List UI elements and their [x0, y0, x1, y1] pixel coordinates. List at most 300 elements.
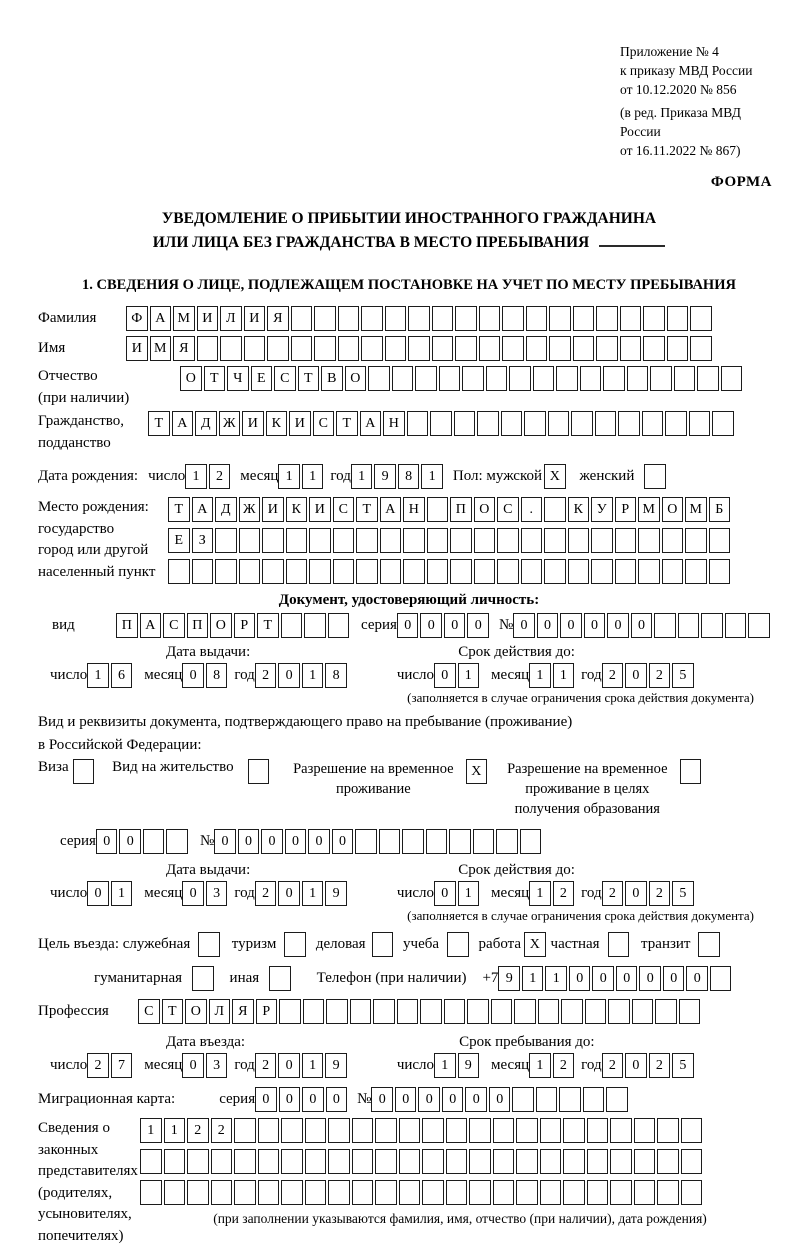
char-box[interactable] [187, 1180, 209, 1205]
char-box[interactable]: 1 [111, 881, 133, 906]
char-box[interactable] [469, 1180, 491, 1205]
char-box[interactable] [385, 306, 407, 331]
char-box[interactable] [493, 1180, 515, 1205]
char-box[interactable] [610, 1180, 632, 1205]
education-residence-checkbox[interactable] [680, 759, 702, 784]
char-box[interactable] [697, 366, 719, 391]
char-box[interactable]: Р [256, 999, 278, 1024]
char-box[interactable]: 2 [602, 1053, 624, 1078]
char-box[interactable] [328, 613, 350, 638]
char-box[interactable] [446, 1149, 468, 1174]
residence-permit-checkbox[interactable] [248, 759, 270, 784]
visa-checkbox[interactable] [73, 759, 95, 784]
char-box[interactable] [427, 559, 449, 584]
char-box[interactable] [408, 336, 430, 361]
char-box[interactable]: Т [204, 366, 226, 391]
char-box[interactable] [748, 613, 770, 638]
char-box[interactable] [455, 306, 477, 331]
char-box[interactable]: 5 [672, 881, 694, 906]
char-box[interactable]: 0 [686, 966, 708, 991]
char-box[interactable] [627, 366, 649, 391]
char-box[interactable] [444, 999, 466, 1024]
char-box[interactable] [662, 528, 684, 553]
char-box[interactable] [328, 1180, 350, 1205]
char-box[interactable] [571, 411, 593, 436]
char-box[interactable]: 9 [458, 1053, 480, 1078]
char-box[interactable] [725, 613, 747, 638]
char-box[interactable]: 1 [140, 1118, 162, 1143]
char-box[interactable] [643, 306, 665, 331]
char-box[interactable] [620, 336, 642, 361]
char-box[interactable]: 0 [625, 1053, 647, 1078]
char-box[interactable] [143, 829, 165, 854]
char-box[interactable] [262, 528, 284, 553]
char-box[interactable] [615, 528, 637, 553]
char-box[interactable] [392, 366, 414, 391]
char-box[interactable]: 1 [351, 464, 373, 489]
char-box[interactable] [502, 336, 524, 361]
char-box[interactable] [497, 559, 519, 584]
char-box[interactable]: 0 [592, 966, 614, 991]
char-box[interactable]: Я [232, 999, 254, 1024]
char-box[interactable] [379, 829, 401, 854]
char-box[interactable]: 0 [513, 613, 535, 638]
char-box[interactable] [166, 829, 188, 854]
char-box[interactable] [314, 306, 336, 331]
char-box[interactable] [432, 336, 454, 361]
char-box[interactable]: Ж [219, 411, 241, 436]
char-box[interactable] [544, 528, 566, 553]
char-box[interactable] [399, 1180, 421, 1205]
char-box[interactable]: 9 [325, 881, 347, 906]
char-box[interactable] [681, 1180, 703, 1205]
char-box[interactable]: 8 [206, 663, 228, 688]
char-box[interactable] [642, 411, 664, 436]
char-box[interactable] [573, 336, 595, 361]
char-box[interactable] [215, 559, 237, 584]
char-box[interactable] [368, 366, 390, 391]
char-box[interactable] [258, 1149, 280, 1174]
char-box[interactable] [462, 366, 484, 391]
char-box[interactable] [501, 411, 523, 436]
char-box[interactable]: К [286, 497, 308, 522]
char-box[interactable] [305, 1149, 327, 1174]
char-box[interactable]: 0 [537, 613, 559, 638]
char-box[interactable] [632, 999, 654, 1024]
char-box[interactable]: С [274, 366, 296, 391]
char-box[interactable]: 1 [529, 663, 551, 688]
char-box[interactable] [634, 1118, 656, 1143]
char-box[interactable] [549, 336, 571, 361]
char-box[interactable]: О [210, 613, 232, 638]
char-box[interactable] [281, 613, 303, 638]
char-box[interactable]: О [474, 497, 496, 522]
char-box[interactable] [521, 528, 543, 553]
char-box[interactable]: 2 [87, 1053, 109, 1078]
private-checkbox[interactable] [608, 932, 630, 957]
char-box[interactable]: Р [234, 613, 256, 638]
char-box[interactable]: И [262, 497, 284, 522]
char-box[interactable] [634, 1149, 656, 1174]
char-box[interactable] [355, 829, 377, 854]
char-box[interactable] [454, 411, 476, 436]
char-box[interactable] [352, 1118, 374, 1143]
char-box[interactable]: А [192, 497, 214, 522]
transit-checkbox[interactable] [698, 932, 720, 957]
char-box[interactable]: 0 [302, 1087, 324, 1112]
char-box[interactable]: С [313, 411, 335, 436]
char-box[interactable]: 1 [302, 663, 324, 688]
official-checkbox[interactable] [198, 932, 220, 957]
char-box[interactable] [309, 559, 331, 584]
char-box[interactable] [211, 1149, 233, 1174]
char-box[interactable] [361, 306, 383, 331]
char-box[interactable] [449, 829, 471, 854]
char-box[interactable] [427, 528, 449, 553]
char-box[interactable] [514, 999, 536, 1024]
char-box[interactable] [361, 336, 383, 361]
char-box[interactable] [486, 366, 508, 391]
char-box[interactable]: А [380, 497, 402, 522]
char-box[interactable]: 0 [261, 829, 283, 854]
char-box[interactable]: П [187, 613, 209, 638]
char-box[interactable] [192, 559, 214, 584]
char-box[interactable]: 0 [489, 1087, 511, 1112]
char-box[interactable] [477, 411, 499, 436]
char-box[interactable] [220, 336, 242, 361]
char-box[interactable] [587, 1118, 609, 1143]
char-box[interactable] [608, 999, 630, 1024]
char-box[interactable] [524, 411, 546, 436]
char-box[interactable]: Р [615, 497, 637, 522]
char-box[interactable] [502, 306, 524, 331]
char-box[interactable] [314, 336, 336, 361]
char-box[interactable] [291, 336, 313, 361]
char-box[interactable]: Б [709, 497, 731, 522]
char-box[interactable] [304, 613, 326, 638]
char-box[interactable]: 2 [553, 1053, 575, 1078]
char-box[interactable]: 0 [332, 829, 354, 854]
char-box[interactable] [375, 1118, 397, 1143]
char-box[interactable]: И [197, 306, 219, 331]
char-box[interactable] [654, 613, 676, 638]
char-box[interactable]: 9 [374, 464, 396, 489]
char-box[interactable]: Т [168, 497, 190, 522]
char-box[interactable]: 7 [111, 1053, 133, 1078]
char-box[interactable]: 0 [442, 1087, 464, 1112]
char-box[interactable]: 5 [672, 663, 694, 688]
char-box[interactable]: 0 [616, 966, 638, 991]
humanitarian-checkbox[interactable] [192, 966, 214, 991]
char-box[interactable]: М [150, 336, 172, 361]
char-box[interactable]: Т [148, 411, 170, 436]
char-box[interactable] [526, 336, 548, 361]
char-box[interactable] [333, 559, 355, 584]
char-box[interactable]: И [309, 497, 331, 522]
char-box[interactable] [618, 411, 640, 436]
char-box[interactable] [559, 1087, 581, 1112]
char-box[interactable] [544, 497, 566, 522]
char-box[interactable]: Н [383, 411, 405, 436]
char-box[interactable] [620, 306, 642, 331]
char-box[interactable] [568, 559, 590, 584]
char-box[interactable] [526, 306, 548, 331]
char-box[interactable]: 0 [625, 663, 647, 688]
char-box[interactable] [544, 559, 566, 584]
char-box[interactable]: М [685, 497, 707, 522]
char-box[interactable]: . [521, 497, 543, 522]
char-box[interactable]: 1 [522, 966, 544, 991]
business-checkbox[interactable] [372, 932, 394, 957]
char-box[interactable] [709, 528, 731, 553]
char-box[interactable] [512, 1087, 534, 1112]
char-box[interactable] [587, 1149, 609, 1174]
char-box[interactable]: 9 [498, 966, 520, 991]
char-box[interactable] [373, 999, 395, 1024]
char-box[interactable] [380, 528, 402, 553]
char-box[interactable] [520, 829, 542, 854]
char-box[interactable]: 1 [529, 881, 551, 906]
char-box[interactable]: К [266, 411, 288, 436]
char-box[interactable]: 2 [187, 1118, 209, 1143]
char-box[interactable] [281, 1149, 303, 1174]
char-box[interactable] [422, 1149, 444, 1174]
char-box[interactable] [164, 1149, 186, 1174]
char-box[interactable]: 2 [209, 464, 231, 489]
char-box[interactable] [427, 497, 449, 522]
char-box[interactable]: 0 [444, 613, 466, 638]
char-box[interactable] [305, 1180, 327, 1205]
char-box[interactable] [479, 336, 501, 361]
char-box[interactable] [286, 559, 308, 584]
char-box[interactable] [168, 559, 190, 584]
char-box[interactable] [281, 1118, 303, 1143]
char-box[interactable]: 2 [255, 1053, 277, 1078]
char-box[interactable] [239, 528, 261, 553]
char-box[interactable] [407, 411, 429, 436]
char-box[interactable] [662, 559, 684, 584]
char-box[interactable] [450, 559, 472, 584]
char-box[interactable] [244, 336, 266, 361]
char-box[interactable]: Е [251, 366, 273, 391]
char-box[interactable] [333, 528, 355, 553]
char-box[interactable]: 1 [553, 663, 575, 688]
char-box[interactable] [356, 559, 378, 584]
char-box[interactable]: О [185, 999, 207, 1024]
char-box[interactable] [375, 1180, 397, 1205]
char-box[interactable]: 0 [420, 613, 442, 638]
char-box[interactable] [678, 613, 700, 638]
char-box[interactable]: М [173, 306, 195, 331]
char-box[interactable] [610, 1149, 632, 1174]
char-box[interactable] [426, 829, 448, 854]
char-box[interactable] [563, 1118, 585, 1143]
char-box[interactable] [326, 999, 348, 1024]
char-box[interactable]: 0 [465, 1087, 487, 1112]
char-box[interactable]: О [180, 366, 202, 391]
char-box[interactable] [657, 1118, 679, 1143]
char-box[interactable] [479, 306, 501, 331]
char-box[interactable] [497, 528, 519, 553]
char-box[interactable]: 1 [278, 464, 300, 489]
char-box[interactable] [385, 336, 407, 361]
char-box[interactable]: К [568, 497, 590, 522]
char-box[interactable] [450, 528, 472, 553]
char-box[interactable] [638, 528, 660, 553]
char-box[interactable] [380, 559, 402, 584]
char-box[interactable] [439, 366, 461, 391]
char-box[interactable] [580, 366, 602, 391]
char-box[interactable]: 0 [584, 613, 606, 638]
char-box[interactable]: А [140, 613, 162, 638]
char-box[interactable]: 1 [164, 1118, 186, 1143]
char-box[interactable]: В [321, 366, 343, 391]
char-box[interactable] [164, 1180, 186, 1205]
char-box[interactable]: Ф [126, 306, 148, 331]
char-box[interactable] [667, 336, 689, 361]
char-box[interactable]: 2 [649, 1053, 671, 1078]
char-box[interactable]: С [497, 497, 519, 522]
char-box[interactable]: Д [215, 497, 237, 522]
char-box[interactable]: 8 [398, 464, 420, 489]
char-box[interactable]: 2 [649, 881, 671, 906]
char-box[interactable]: 0 [467, 613, 489, 638]
char-box[interactable] [536, 1087, 558, 1112]
char-box[interactable]: 0 [279, 1087, 301, 1112]
char-box[interactable] [591, 528, 613, 553]
char-box[interactable]: 0 [569, 966, 591, 991]
char-box[interactable] [352, 1180, 374, 1205]
char-box[interactable] [655, 999, 677, 1024]
char-box[interactable] [638, 559, 660, 584]
char-box[interactable]: 1 [458, 881, 480, 906]
char-box[interactable]: 0 [87, 881, 109, 906]
char-box[interactable] [610, 1118, 632, 1143]
char-box[interactable]: 0 [238, 829, 260, 854]
char-box[interactable] [591, 559, 613, 584]
char-box[interactable]: Л [220, 306, 242, 331]
char-box[interactable] [309, 528, 331, 553]
char-box[interactable]: П [450, 497, 472, 522]
char-box[interactable] [422, 1180, 444, 1205]
char-box[interactable] [657, 1180, 679, 1205]
char-box[interactable]: 0 [418, 1087, 440, 1112]
char-box[interactable]: 0 [285, 829, 307, 854]
char-box[interactable]: 0 [278, 663, 300, 688]
char-box[interactable] [399, 1118, 421, 1143]
char-box[interactable] [681, 1149, 703, 1174]
char-box[interactable]: У [591, 497, 613, 522]
char-box[interactable]: О [345, 366, 367, 391]
char-box[interactable]: И [244, 306, 266, 331]
char-box[interactable] [328, 1118, 350, 1143]
char-box[interactable] [721, 366, 743, 391]
male-checkbox[interactable]: X [544, 464, 566, 489]
char-box[interactable] [516, 1180, 538, 1205]
char-box[interactable] [234, 1180, 256, 1205]
char-box[interactable] [496, 829, 518, 854]
char-box[interactable] [258, 1118, 280, 1143]
char-box[interactable]: 0 [182, 663, 204, 688]
char-box[interactable] [422, 1118, 444, 1143]
char-box[interactable] [197, 336, 219, 361]
char-box[interactable] [549, 306, 571, 331]
char-box[interactable]: Ж [239, 497, 261, 522]
char-box[interactable] [403, 559, 425, 584]
char-box[interactable] [286, 528, 308, 553]
char-box[interactable] [446, 1118, 468, 1143]
char-box[interactable] [140, 1180, 162, 1205]
char-box[interactable] [556, 366, 578, 391]
char-box[interactable]: 1 [302, 1053, 324, 1078]
char-box[interactable]: М [638, 497, 660, 522]
char-box[interactable]: А [150, 306, 172, 331]
char-box[interactable] [685, 559, 707, 584]
char-box[interactable]: 2 [211, 1118, 233, 1143]
char-box[interactable] [467, 999, 489, 1024]
char-box[interactable]: Т [336, 411, 358, 436]
char-box[interactable] [215, 528, 237, 553]
char-box[interactable]: 2 [649, 663, 671, 688]
temporary-residence-checkbox[interactable]: X [466, 759, 488, 784]
char-box[interactable]: Я [267, 306, 289, 331]
char-box[interactable] [239, 559, 261, 584]
char-box[interactable]: 3 [206, 881, 228, 906]
char-box[interactable] [328, 1149, 350, 1174]
char-box[interactable]: Т [356, 497, 378, 522]
char-box[interactable]: Е [168, 528, 190, 553]
char-box[interactable]: 1 [458, 663, 480, 688]
char-box[interactable] [516, 1149, 538, 1174]
other-purpose-checkbox[interactable] [269, 966, 291, 991]
char-box[interactable] [305, 1118, 327, 1143]
char-box[interactable] [606, 1087, 628, 1112]
char-box[interactable]: А [172, 411, 194, 436]
char-box[interactable]: 2 [602, 663, 624, 688]
char-box[interactable] [568, 528, 590, 553]
char-box[interactable] [709, 559, 731, 584]
char-box[interactable] [665, 411, 687, 436]
char-box[interactable] [234, 1118, 256, 1143]
char-box[interactable] [375, 1149, 397, 1174]
char-box[interactable] [352, 1149, 374, 1174]
char-box[interactable]: 0 [182, 881, 204, 906]
char-box[interactable] [667, 306, 689, 331]
char-box[interactable]: 0 [434, 881, 456, 906]
char-box[interactable] [408, 306, 430, 331]
char-box[interactable] [474, 528, 496, 553]
char-box[interactable]: 0 [607, 613, 629, 638]
study-checkbox[interactable] [447, 932, 469, 957]
char-box[interactable]: 0 [214, 829, 236, 854]
char-box[interactable]: 0 [663, 966, 685, 991]
char-box[interactable] [615, 559, 637, 584]
char-box[interactable] [596, 336, 618, 361]
char-box[interactable] [679, 999, 701, 1024]
char-box[interactable] [281, 1180, 303, 1205]
char-box[interactable] [432, 306, 454, 331]
char-box[interactable] [402, 829, 424, 854]
char-box[interactable] [234, 1149, 256, 1174]
char-box[interactable]: С [333, 497, 355, 522]
char-box[interactable] [596, 306, 618, 331]
char-box[interactable] [561, 999, 583, 1024]
char-box[interactable]: 0 [395, 1087, 417, 1112]
char-box[interactable]: И [126, 336, 148, 361]
char-box[interactable] [509, 366, 531, 391]
char-box[interactable] [303, 999, 325, 1024]
char-box[interactable] [516, 1118, 538, 1143]
